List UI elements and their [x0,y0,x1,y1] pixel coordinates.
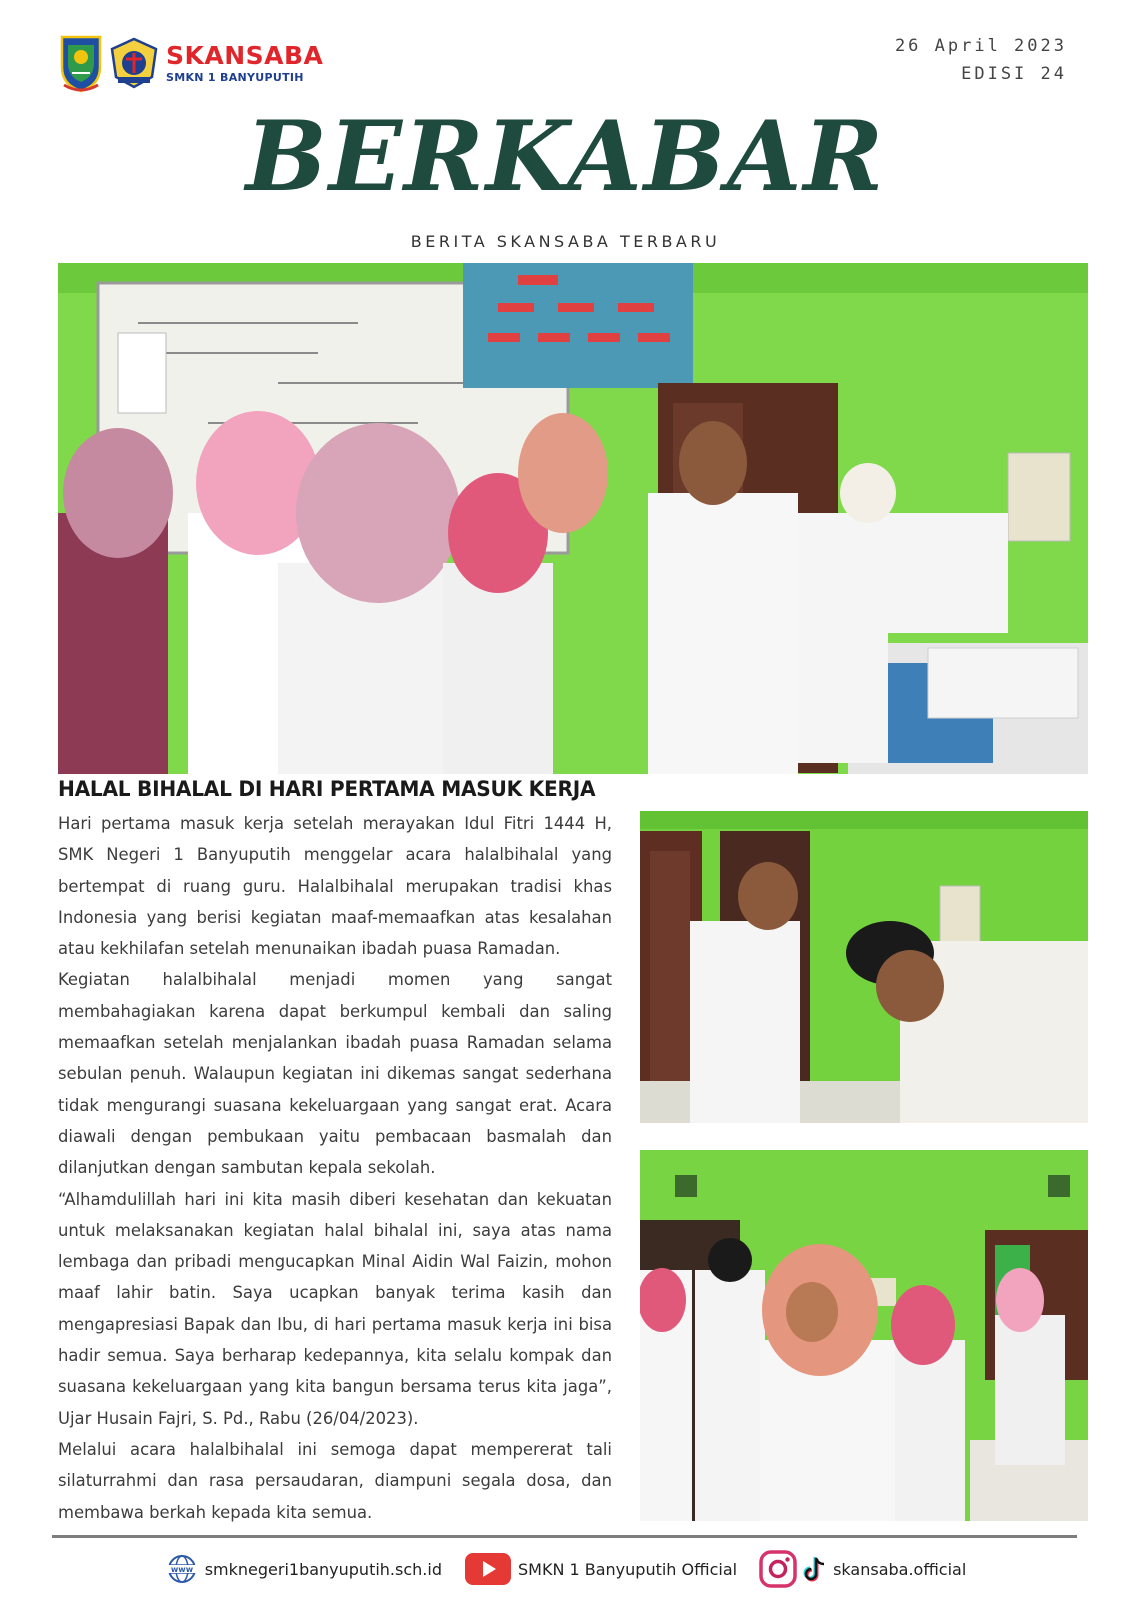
svg-text:www: www [170,1565,193,1574]
issue-edition: EDISI 24 [961,64,1067,84]
footer [0,1550,1131,1588]
footer-social[interactable] [759,1550,966,1588]
tiktok-icon [803,1555,827,1583]
footer-youtube-label: SMKN 1 Banyuputih Official [517,1559,738,1579]
footer-website[interactable] [165,1554,442,1584]
brand-subtitle: SMKN 1 BANYUPUTIH [166,71,304,84]
header-logos [58,32,323,94]
masthead-tagline: BERITA SKANSABA TERBARU [410,232,721,251]
masthead-title: BERKABAR [245,100,886,213]
school-brand [166,43,323,83]
article-paragraph: Hari pertama masuk kerja setelah merayakan Idul Fitri 1444 H, SMK Negeri 1 Banyuputih menggelar acara halalbihalal yang bertempat di ruang guru. Halalbihalal merupakan tradisi khas Indonesia yang berisi kegiatan maaf-memaafkan atas kesalahan atau kekhilafan setelah menunaikan ibadah puasa Ramadan. [58,814,612,959]
school-logo-icon [110,37,158,89]
footer-divider [52,1535,1077,1538]
article-headline: HALAL BIHALAL DI HARI PERTAMA MASUK KERJA [58,777,596,801]
instagram-icon [759,1550,797,1588]
footer-website-label: smknegeri1banyuputih.sch.id [204,1559,442,1579]
article-body [58,808,612,1528]
provincial-emblem-icon [58,33,104,93]
greeting-photo [640,1150,1088,1521]
hero-photo [58,263,1088,774]
article-paragraph: “Alhamdulillah hari ini kita masih diberi kesehatan dan kekuatan untuk melaksanakan kegiatan halal bihalal ini, saya atas nama lembaga dan pribadi mengucapkan Minal Aidin Wal Faizin, mohon maaf lahir batin. Saya ucapkan banyak terima kasih dan mengapresiasi Bapak dan Ibu, di hari pertama masuk kerja ini bisa hadir semua. Saya berharap kedepannya, kita selalu kompak dan suasana kekeluargaan yang kita bangun bersama terus kita jaga”, Ujar Husain Fajri, S. Pd., Rabu (26/04/2023). [58,1189,612,1428]
article-paragraph: Melalui acara halalbihalal ini semoga dapat mempererat tali silaturrahmi dan rasa persaudaran, diampuni segala dosa, dan membawa berkah kepada kita semua. [58,1439,612,1522]
handshake-photo [640,811,1088,1123]
footer-social-label: skansaba.official [833,1559,967,1579]
issue-date: 26 April 2023 [894,36,1067,56]
youtube-icon [464,1552,512,1586]
footer-youtube[interactable] [464,1552,737,1586]
brand-name: SKANSABA [166,41,324,70]
article-paragraph: Kegiatan halalbihalal menjadi momen yang sangat membahagiakan karena dapat berkumpul kembali dan saling memaafkan setelah menjalankan ibadah puasa Ramadan selama sebulan penuh. Walaupun kegiatan ini dikemas sangat sederhana tidak mengurangi suasana kekeluargaan yang sangat erat. Acara diawali dengan pembukaan yaitu pembacaan basmalah dan dilanjutkan dengan sambutan kepala sekolah. [58,970,612,1178]
issue-meta [895,32,1067,88]
www-globe-icon [165,1554,199,1584]
